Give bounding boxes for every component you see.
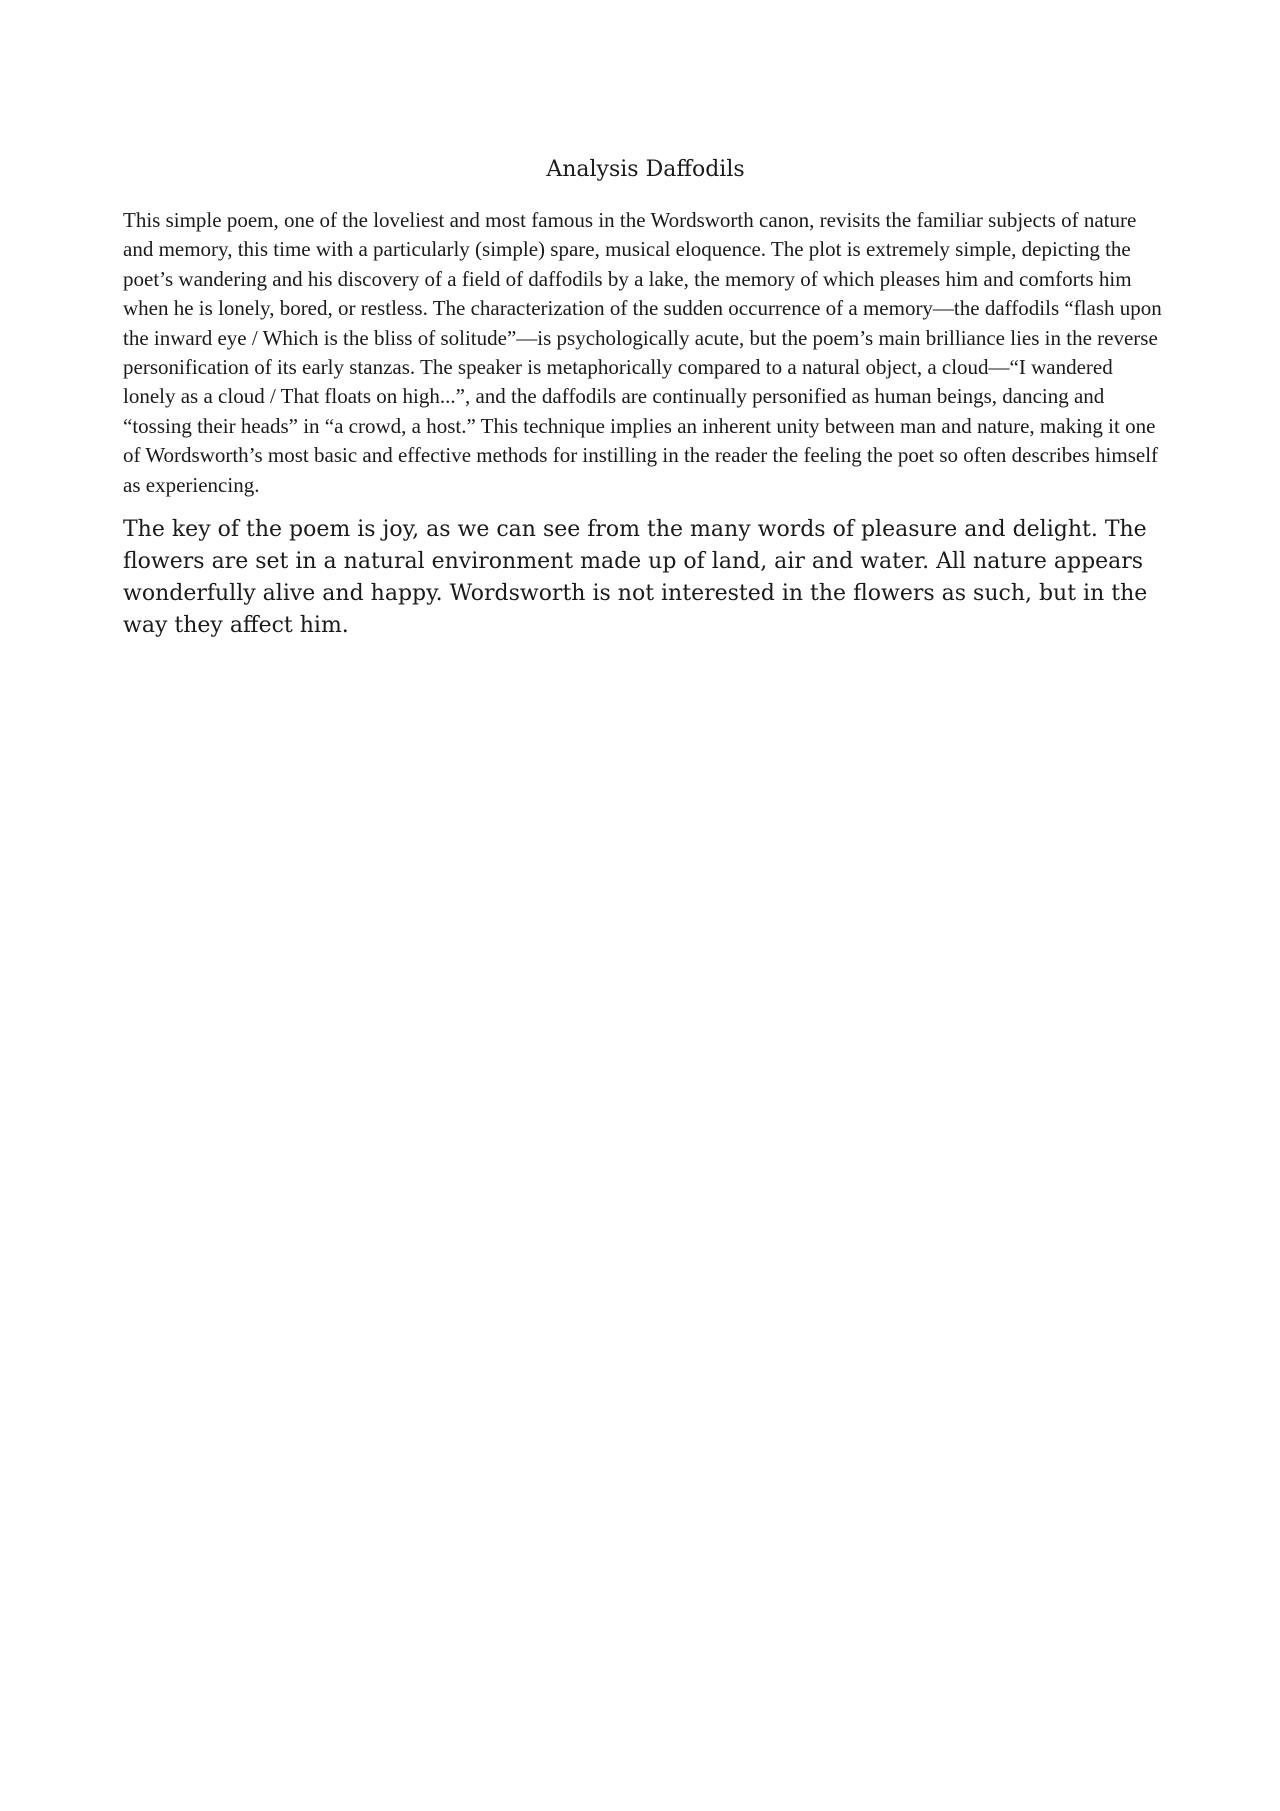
paragraph-joy: The key of the poem is joy, as we can see from the many words of pleasure and delight. The flowers are set in a natural environment made up of land, air and water. All nature appears wonderfully alive and happy. Wordsworth is not interested in the flowers as such, but in the way they affect him. — [123, 517, 1148, 639]
document-body — [123, 150, 1168, 642]
paragraph-analysis: This simple poem, one of the loveliest and most famous in the Wordsworth canon, revisits the familiar subjects of nature and memory, this time with a particularly (simple) spare, musical eloquence. The plot is extremely simple, depicting the poet’s wandering and his discovery of a field of daffodils by a lake, the memory of which pleases him and comforts him when he is lonely, bored, or restless. The characterization of the sudden occurrence of a memory—the daffodils “flash upon the inward eye / Which is the bliss of solitude”—is psychologically acute, but the poem’s main brilliance lies in the reverse personification of its early stanzas. The speaker is metaphorically compared to a natural object, a cloud—“I wandered lonely as a cloud / That floats on high...”, and the daffodils are continually personified as human beings, dancing and “tossing their heads” in “a crowd, a host.” This technique implies an inherent unity between man and nature, making it one of Wordsworth’s most basic and effective methods for instilling in the reader the feeling the poet so often describes himself as experiencing. — [123, 208, 1162, 497]
document-title: Analysis Daffodils — [546, 157, 745, 182]
